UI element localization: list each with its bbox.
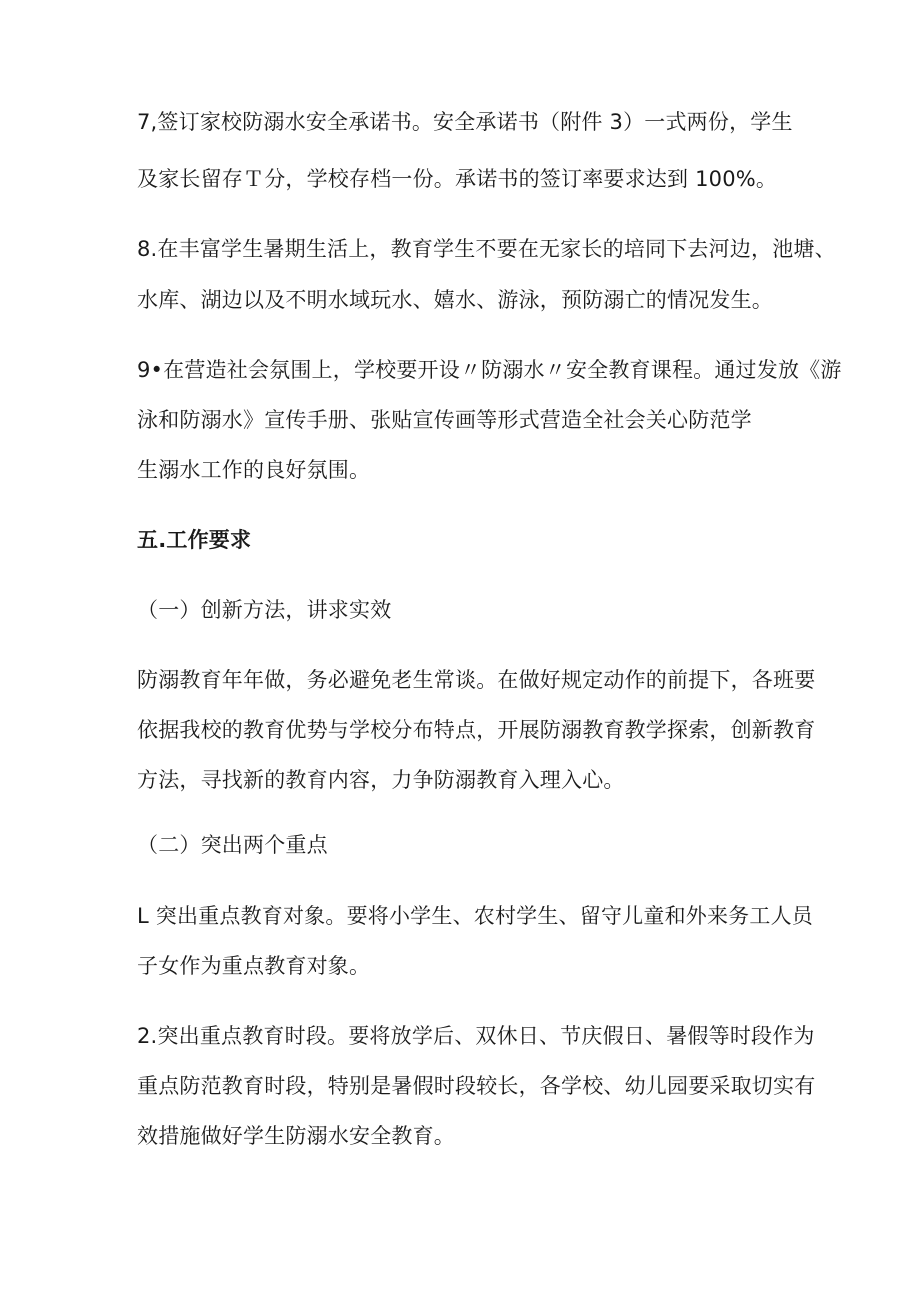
subsection2-point2-line2: 重点防范教育时段，特别是暑假时段较长，各学校、幼儿园要采取切实有 [137,1074,816,1098]
subsection1-line1: 防溺教育年年做，务必避免老生常谈。在做好规定动作的前提下，各班要 [137,668,816,692]
subsection2-point2-line1: 2.突出重点教育时段。要将放学后、双休日、节庆假日、暑假等时段作为 [137,1024,815,1048]
subsection2-point2-line3: 效措施做好学生防溺水安全教育。 [137,1124,455,1148]
item7-line2: 及家长留存Ｔ分，学校存档一份。承诺书的签订率要求达到 100%。 [137,167,778,191]
item9-line3: 生溺水工作的良好氛围。 [137,458,371,482]
item8-line1: 8.在丰富学生暑期生活上，教育学生不要在无家长的培同下去河边，池塘、 [137,237,836,261]
subsection1-line3: 方法，寻找新的教育内容，力争防溺教育入理入心。 [137,768,625,792]
item9-line1: 9•在营造社会氛围上，学校要开设〃防溺水〃安全教育课程。通过发放《游 [137,358,842,382]
subsection2-point1-line1: L 突出重点教育对象。要将小学生、农村学生、留守儿童和外来务工人员 [137,904,813,928]
subsection2-point1-line2: 子女作为重点教育对象。 [137,954,371,978]
item7-line1: 7,签订家校防溺水安全承诺书。安全承诺书（附件 3）一式两份，学生 [137,110,793,134]
section-heading: 五.工作要求 [137,528,252,552]
item9-line2: 泳和防溺水》宣传手册、张贴宣传画等形式营造全社会关心防范学 [137,408,752,432]
subsection1-title: （一）创新方法，讲求实效 [137,598,392,622]
subsection2-title: （二）突出两个重点 [137,833,328,857]
subsection1-line2: 依据我校的教育优势与学校分布特点，开展防溺教育教学探索，创新教育 [137,718,816,742]
item8-line2: 水库、湖边以及不明水域玩水、嬉水、游泳，预防溺亡的情况发生。 [137,288,773,312]
